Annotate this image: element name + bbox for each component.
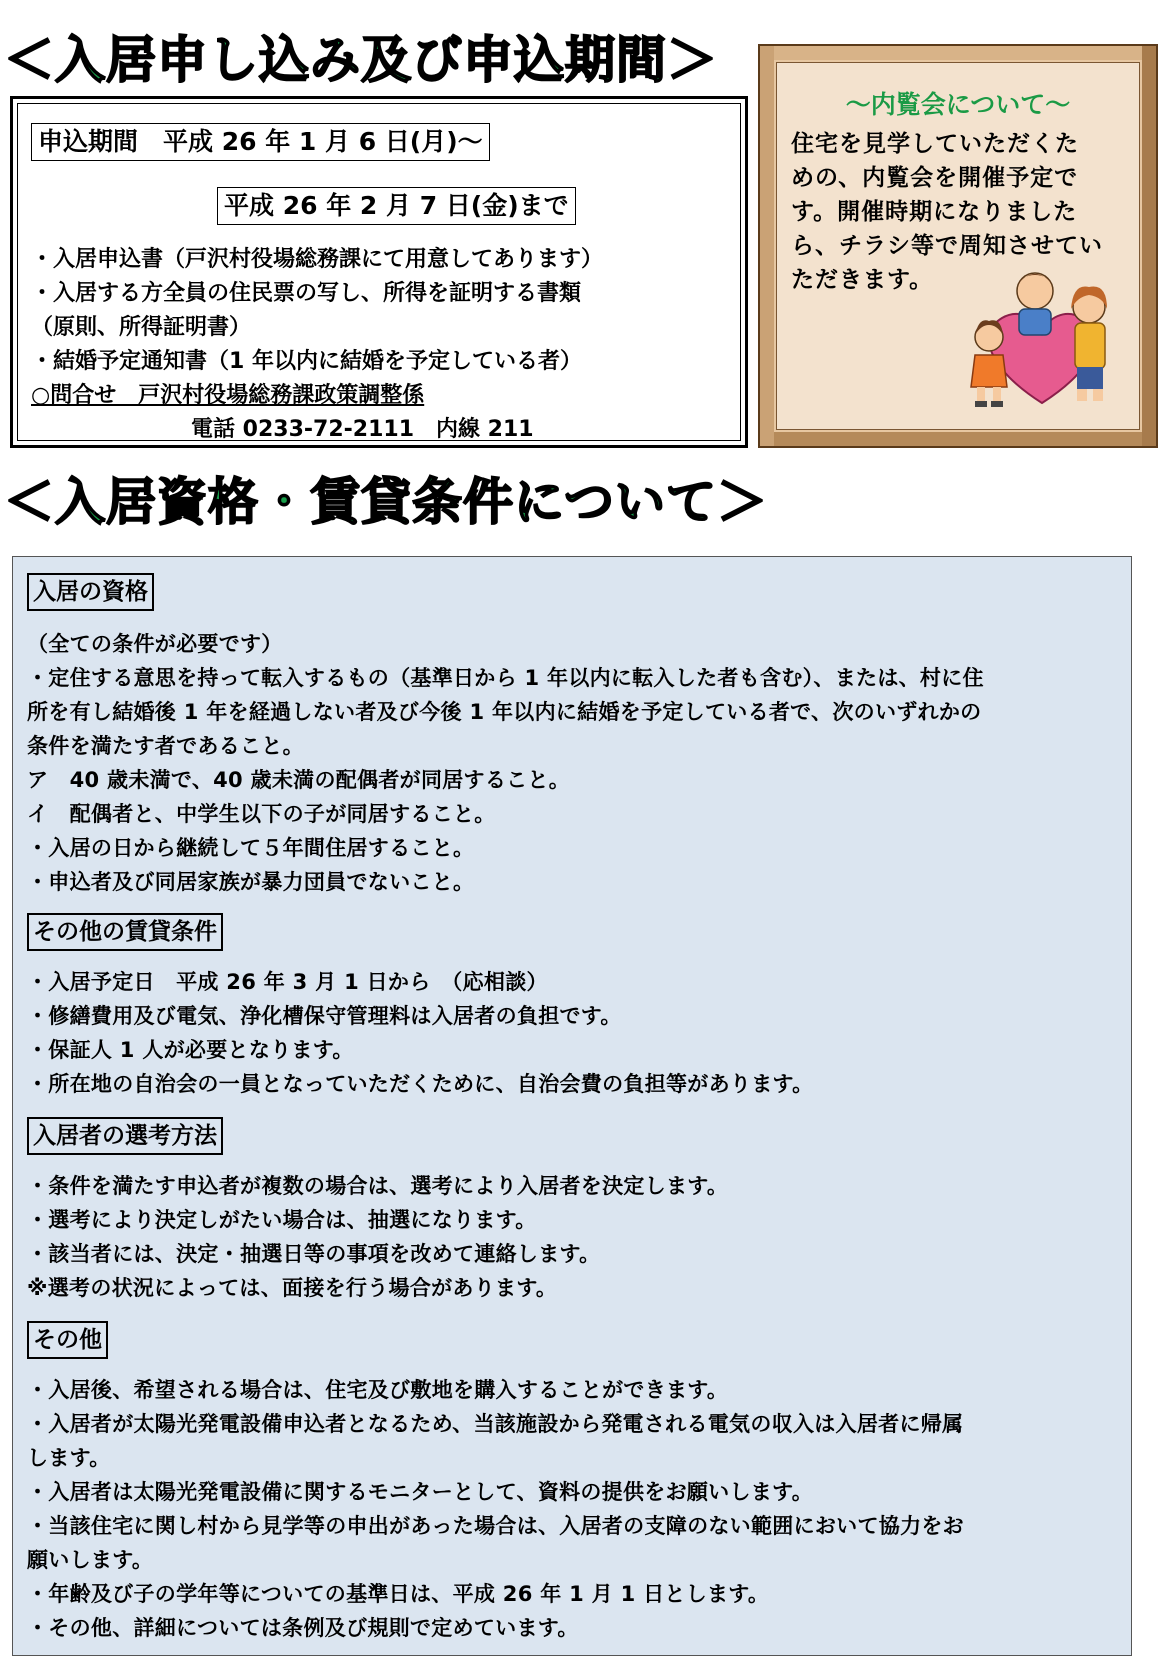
section-title-other-rental-conditions: その他の賃貸条件	[27, 913, 223, 951]
section-line: イ 配偶者と、中学生以下の子が同居すること。	[27, 802, 496, 826]
application-doc-line: ・結婚予定通知書（1 年以内に結婚を予定している者）	[31, 349, 582, 374]
conditions-box	[12, 556, 1132, 1656]
application-doc-line: ・入居申込書（戸沢村役場総務課にて用意してあります）	[31, 247, 604, 272]
application-phone: 電話 0233-72-2111 内線 211	[191, 417, 534, 442]
section-line: ・申込者及び同居家族が暴力団員でないこと。	[27, 870, 475, 894]
application-box	[10, 96, 748, 448]
application-contact: ○問合せ 戸沢村役場総務課政策調整係	[31, 383, 425, 408]
application-doc-line: （原則、所得証明書）	[31, 315, 252, 340]
application-period-start: 申込期間 平成 26 年 1 月 6 日(月)～	[31, 123, 490, 161]
section-title-selection-method: 入居者の選考方法	[27, 1117, 223, 1155]
preview-title: ～内覧会について～	[845, 90, 1071, 119]
section-line: ・入居の日から継続して５年間住居すること。	[27, 836, 475, 860]
section-line: ・その他、詳細については条例及び規則で定めています。	[27, 1616, 579, 1640]
section-line: ※選考の状況によっては、面接を行う場合があります。	[27, 1276, 558, 1300]
section-line: ・入居者が太陽光発電設備申込者となるため、当該施設から発電される電気の収入は入居者に帰属	[27, 1412, 964, 1436]
section-line: 願いします。	[27, 1548, 154, 1572]
section-line: ・入居者は太陽光発電設備に関するモニターとして、資料の提供をお願いします。	[27, 1480, 813, 1504]
section-line: ・年齢及び子の学年等についての基準日は、平成 26 年 1 月 1 日とします。	[27, 1582, 770, 1606]
section-line: ・入居後、希望される場合は、住宅及び敷地を購入することができます。	[27, 1378, 729, 1402]
section-line: （全ての条件が必要です）	[27, 632, 283, 656]
preview-line: めの、内覧会を開催予定で	[791, 165, 1079, 191]
section-title-qualifications: 入居の資格	[27, 573, 154, 611]
family-heart-illustration	[957, 263, 1127, 413]
application-heading: ＜入居申し込み及び申込期間＞	[4, 31, 718, 89]
preview-line: ら、チラシ等で周知させてい	[791, 233, 1103, 259]
preview-line: 住宅を見学していただくた	[791, 131, 1079, 157]
section-title-others: その他	[27, 1321, 108, 1359]
preview-line: ただきます。	[791, 267, 934, 293]
section-line: ア 40 歳未満で、40 歳未満の配偶者が同居すること。	[27, 768, 571, 792]
section-line: ・修繕費用及び電気、浄化槽保守管理料は入居者の負担です。	[27, 1004, 622, 1028]
section-line: ・該当者には、決定・抽選日等の事項を改めて連絡します。	[27, 1242, 601, 1266]
qualifications-heading: ＜入居資格・賃貸条件について＞	[4, 473, 768, 531]
section-line: します。	[27, 1446, 111, 1470]
section-line: ・保証人 1 人が必要となります。	[27, 1038, 354, 1062]
preview-box	[758, 44, 1158, 448]
section-line: 条件を満たす者であること。	[27, 734, 304, 758]
application-doc-line: ・入居する方全員の住民票の写し、所得を証明する書類	[31, 281, 582, 306]
section-line: ・定住する意思を持って転入するもの（基準日から 1 年以内に転入した者も含む）、または、村に住	[27, 666, 984, 690]
section-line: ・所在地の自治会の一員となっていただくために、自治会費の負担等があります。	[27, 1072, 814, 1096]
section-line: ・入居予定日 平成 26 年 3 月 1 日から （応相談）	[27, 970, 548, 994]
section-line: ・選考により決定しがたい場合は、抽選になります。	[27, 1208, 537, 1232]
preview-line: す。開催時期になりました	[791, 199, 1078, 225]
application-period-end: 平成 26 年 2 月 7 日(金)まで	[217, 187, 576, 225]
section-line: 所を有し結婚後 1 年を経過しない者及び今後 1 年以内に結婚を予定している者で、次のいずれかの	[27, 700, 982, 724]
section-line: ・条件を満たす申込者が複数の場合は、選考により入居者を決定します。	[27, 1174, 729, 1198]
section-line: ・当該住宅に関し村から見学等の申出があった場合は、入居者の支障のない範囲において協力をお	[27, 1514, 964, 1538]
